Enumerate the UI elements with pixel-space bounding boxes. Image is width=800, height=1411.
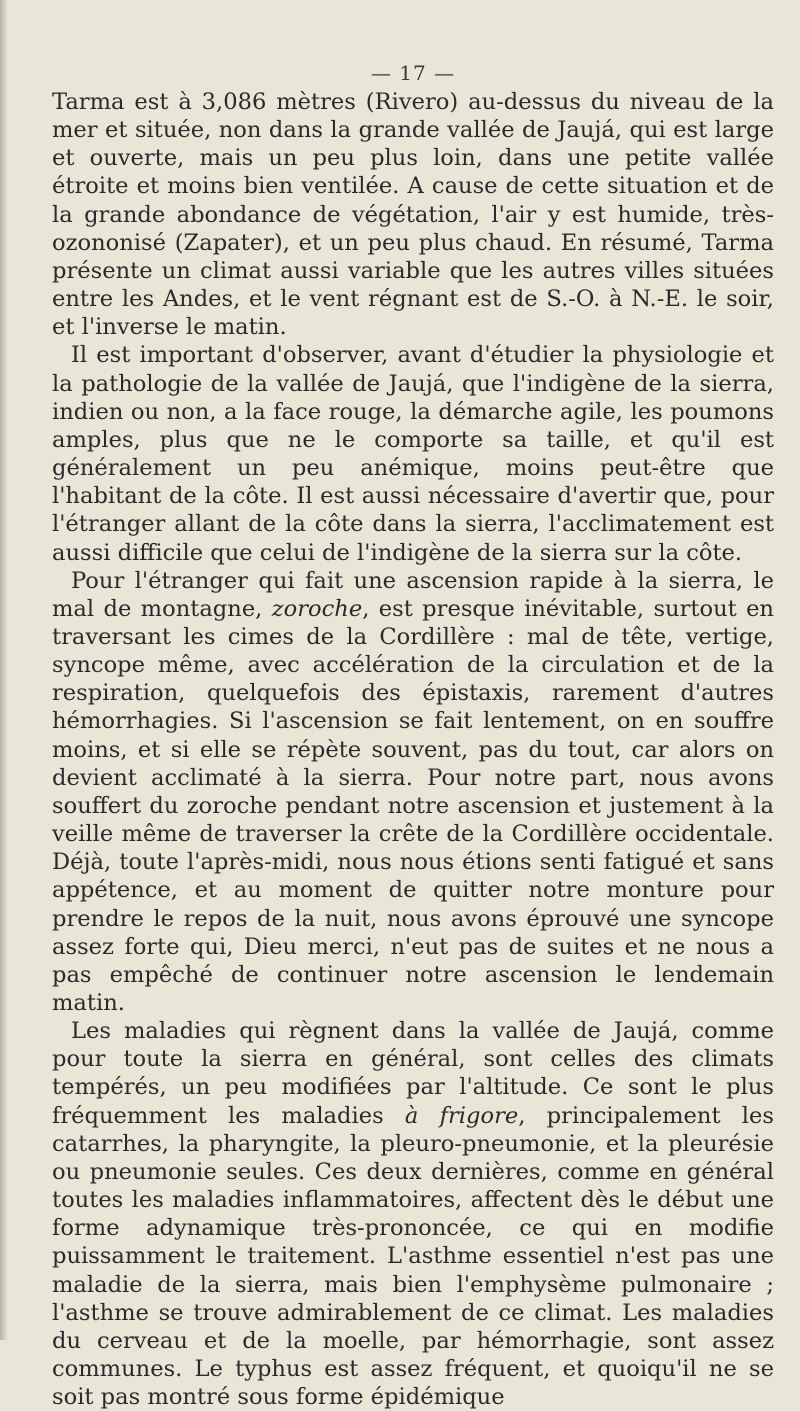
paragraph xyxy=(52,1017,774,1411)
paragraph-text: , principalement les catarrhes, la pharyngite, la pleuro-pneumonie, et la pleurésie ou pneumonie seules. Ces deux dernières, comme en général toutes les maladies inflammatoires, affectent dès le début une forme adynamique très-prononcée, ce qui en modifie puissamment le traitement. L'asthme essentiel n'est pas une maladie de la sierra, mais bien l'emphysème pulmonaire ; l'asthme se trouve admirablement de ce climat. Les maladies du cerveau et de la moelle, par hémorrhagie, sont assez communes. Le typhus est assez fréquent, et quoiqu'il ne se soit pas montré sous forme épidémique xyxy=(52,1102,774,1411)
paragraph-text: Tarma est à 3,086 mètres (Rivero) au-dessus du niveau de la mer et située, non dans la grande vallée de Jaujá, qui est large et ouverte, mais un peu plus loin, dans une petite vallée étroite et moins bien ventilée. A cause de cette situation et de la grande abondance de végétation, l'air y est humide, très-ozononisé (Zapater), et un peu plus chaud. En résumé, Tarma présente un climat aussi variable que les autres villes situées entre les Andes, et le vent régnant est de S.-O. à N.-E. le soir, et l'inverse le matin. xyxy=(52,89,774,341)
italic-term: à frigore xyxy=(404,1102,519,1129)
italic-term: zoroche xyxy=(271,595,363,622)
paragraph xyxy=(52,567,774,1018)
paragraph-text: Pour l'étranger qui fait une ascension rapide à la sierra, le mal de montagne, xyxy=(52,567,774,622)
paragraph-text: Il est important d'observer, avant d'étudier la physiologie et la pathologie de la vallée de Jaujá, que l'indigène de la sierra, indien ou non, a la face rouge, la démarche agile, les poumons amples, plus que ne le comporte sa taille, et qu'il est généralement un peu anémique, moins peut-être que l'habitant de la côte. Il est aussi nécessaire d'avertir que, pour l'étranger allant de la côte dans la sierra, l'acclimatement est aussi difficile que celui de l'indigène de la sierra sur la côte. xyxy=(52,342,774,566)
paragraph-text: Les maladies qui règnent dans la vallée de Jaujá, comme pour toute la sierra en général, sont celles des climats tempérés, un peu modifiées par l'altitude. Ce sont le plus fréquemment les maladies xyxy=(52,1018,774,1129)
body-text xyxy=(52,88,774,1411)
paragraph xyxy=(52,341,774,566)
paragraph-text: , est presque inévitable, surtout en traversant les cimes de la Cordillère : mal de tête, vertige, syncope même, avec accélération de la circulation et de la respiration, quelquefois des épistaxis, rarement d'autres hémorrhagies. Si l'ascension se fait lentement, on en souffre moins, et si elle se répète souvent, pas du tout, car alors on devient acclimaté à la sierra. Pour notre part, nous avons souffert du zoroche pendant notre ascension et justement à la veille même de traverser la crête de la Cordillère occidentale. Déjà, toute l'après-midi, nous nous étions senti fatigué et sans appétence, et au moment de quitter notre monture pour prendre le repos de la nuit, nous avons éprouvé une syncope assez forte qui, Dieu merci, n'eut pas de suites et ne nous a pas empêché de continuer notre ascension le lendemain matin. xyxy=(52,595,774,1016)
page-number: — 17 — xyxy=(370,61,456,85)
paragraph xyxy=(52,88,774,341)
document-page xyxy=(52,58,774,1411)
page-left-edge-shadow xyxy=(0,0,8,1340)
